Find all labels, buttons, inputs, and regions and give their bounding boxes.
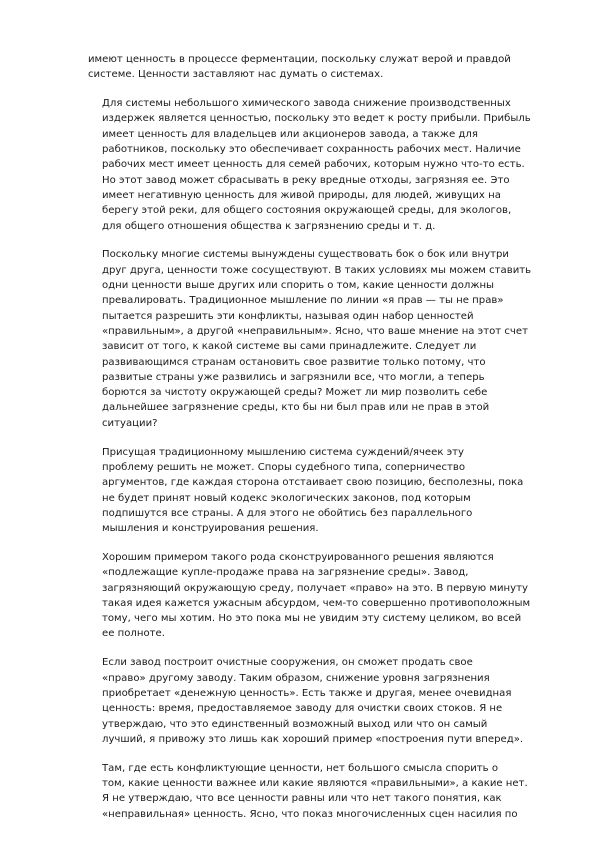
- text-line: не будет принят новый кодекс экологических законов, под которым: [102, 492, 471, 504]
- text-line: Я не утверждаю, что все ценности равны или что нет такого понятия, как: [102, 793, 502, 805]
- text-line: утверждаю, что это единственный возможный выход или что он самый: [102, 718, 488, 730]
- text-line: ее полноте.: [102, 628, 165, 640]
- text-line: лучший, я привожу это лишь как хороший пример «построения пути вперед».: [102, 733, 524, 745]
- text-line: Там, где есть конфликтующие ценности, нет большого смысла спорить о: [102, 762, 499, 774]
- text-line: подпишутся все страны. А для этого не обойтись без параллельного: [102, 507, 473, 519]
- text-line: Но этот завод может сбрасывать в реку вредные отходы, загрязняя ее. Это: [102, 174, 510, 186]
- paragraph: [88, 445, 548, 537]
- text-line: Для системы небольшого химического завода снижение производственных: [102, 98, 511, 110]
- text-line: развитые страны уже развились и загрязнили все, что могли, а теперь: [102, 371, 485, 383]
- text-line: зависит от того, к какой системе вы сами принадлежите. Следует ли: [102, 341, 477, 353]
- text-line: том, какие ценности важнее или какие являются «правильными», а какие нет.: [102, 778, 528, 790]
- document-body: [88, 52, 548, 836]
- paragraph: [88, 96, 548, 234]
- text-line: одни ценности выше других или спорить о том, какие ценности должны: [102, 280, 495, 292]
- text-line: ситуации?: [102, 417, 158, 429]
- text-line: такая идея кажется ужасным абсурдом, чем-то совершенно противоположным: [102, 597, 531, 609]
- text-line: аргументов, где каждая сторона отстаивает свою позицию, бесполезны, пока: [102, 477, 524, 489]
- text-line: «право» другому заводу. Таким образом, снижение уровня загрязнения: [102, 672, 490, 684]
- text-line: «правильным», а другой «неправильным». Ясно, что ваше мнение на этот счет: [102, 325, 528, 337]
- paragraph: [88, 655, 548, 747]
- text-line: издержек является ценностью, поскольку это ведет к росту прибыли. Прибыль: [102, 113, 531, 125]
- text-line: развивающимся странам остановить свое развитие только потому, что: [102, 356, 486, 368]
- text-line: Поскольку многие системы вынуждены существовать бок о бок или внутри: [102, 249, 509, 261]
- text-line: Присущая традиционному мышлению система суждений/ячеек эту: [102, 446, 465, 458]
- text-line: приобретает «денежную ценность». Есть также и другая, менее очевидная: [102, 687, 512, 699]
- paragraph: [88, 247, 548, 431]
- paragraph: [88, 550, 548, 642]
- text-line: проблему решить не может. Споры судебного типа, соперничество: [102, 461, 466, 473]
- text-line: друг друга, ценности тоже сосуществуют. В таких условиях мы можем ставить: [102, 264, 532, 276]
- paragraph: [88, 761, 548, 822]
- text-line: ценность: время, предоставляемое заводу для очистки своих стоков. Я не: [102, 703, 503, 715]
- text-line: работников, поскольку это обеспечивает сохранность рабочих мест. Наличие: [102, 144, 521, 156]
- text-line: «подлежащие купле-продаже права на загрязнение среды». Завод,: [102, 567, 469, 579]
- text-line: «неправильная» ценность. Ясно, что показ многочисленных сцен насилия по: [102, 808, 518, 820]
- text-line: Хорошим примером такого рода сконструированного решения являются: [102, 551, 494, 563]
- text-line: берегу этой реки, для общего состояния окружающей среды, для экологов,: [102, 205, 512, 217]
- text-line: имеет ценность для владельцев или акционеров завода, а также для: [102, 128, 478, 140]
- text-line: тому, чего мы хотим. Но это пока мы не увидим эту систему целиком, во всей: [102, 613, 522, 625]
- text-line: имеют ценность в процессе ферментации, поскольку служат верой и правдой: [88, 54, 511, 65]
- text-line: превалировать. Традиционное мышление по линии «я прав — ты не прав»: [102, 295, 504, 307]
- text-line: дальнейшее загрязнение среды, кто бы ни был прав или не прав в этой: [102, 402, 490, 414]
- text-line: имеет негативную ценность для живой природы, для людей, живущих на: [102, 189, 501, 201]
- text-line: загрязняющий окружающую среду, получает «право» на это. В первую минуту: [102, 582, 528, 594]
- text-line: мышления и конструирования решения.: [102, 523, 319, 535]
- paragraph: [88, 52, 548, 83]
- text-line: борются за чистоту окружающей среды? Может ли мир позволить себе: [102, 387, 488, 399]
- text-line: системе. Ценности заставляют нас думать о системах.: [88, 69, 384, 81]
- text-line: Если завод построит очистные сооружения, он сможет продать свое: [102, 657, 473, 669]
- text-line: пытается разрешить эти конфликты, называя один набор ценностей: [102, 310, 474, 322]
- text-line: для общего отношения общества к загрязнению среды и т. д.: [102, 220, 436, 232]
- text-line: рабочих мест имеет ценность для семей рабочих, которым нужно что-то есть.: [102, 159, 525, 171]
